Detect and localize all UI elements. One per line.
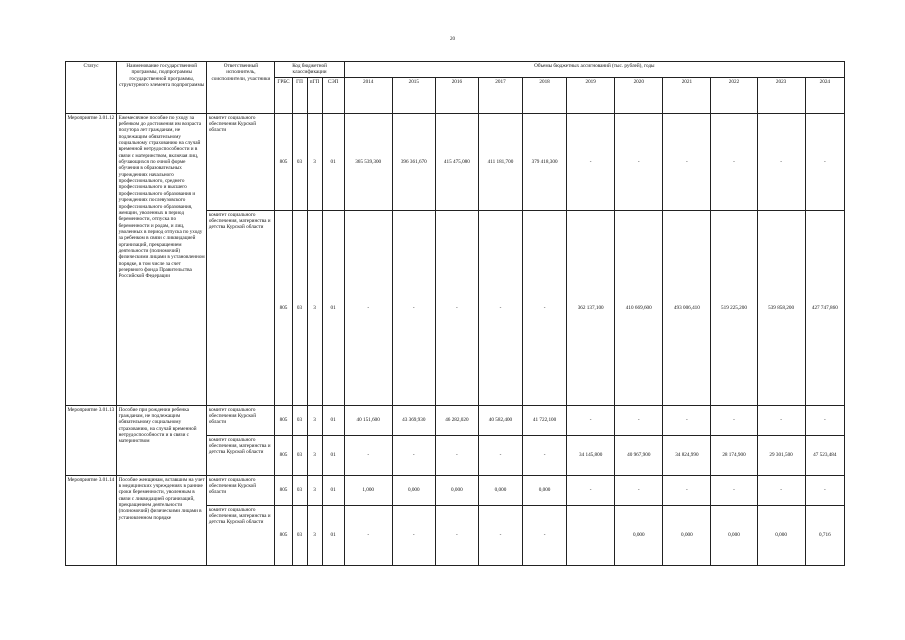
row-code: 3 — [307, 435, 322, 475]
row-value: - — [435, 210, 478, 405]
row-value: 40 582,400 — [478, 405, 522, 435]
row-code: 03 — [292, 435, 307, 475]
row-value: 46 282,020 — [435, 405, 478, 435]
row-code: 03 — [292, 475, 307, 505]
row-value: 43 369,930 — [392, 405, 435, 435]
header-year: 2017 — [478, 77, 522, 113]
row-value: - — [435, 505, 478, 565]
row-value: 0,000 — [435, 475, 478, 505]
row-value: - — [663, 405, 711, 435]
row-value: - — [615, 475, 663, 505]
row-value: 410 669,600 — [615, 210, 663, 405]
row-code: 01 — [322, 475, 344, 505]
row-code: 03 — [292, 505, 307, 565]
row-code: 01 — [322, 435, 344, 475]
header-year: 2024 — [805, 77, 844, 113]
row-value: - — [435, 435, 478, 475]
page-number: 20 — [450, 37, 455, 42]
row-value: - — [478, 435, 522, 475]
row-executor: комитет социального обеспечения Курской области — [207, 475, 275, 505]
table-row — [66, 113, 845, 210]
row-value: 34 145,800 — [567, 435, 615, 475]
row-name: Ежемесячное пособие по уходу за ребенком до достижения им возраста полутора лет гражданам, не подлежащим обязательному социальному страхованию на случай временной нетрудоспособности и в связи с материнством, включая лиц, обучающихся по очной форме обучения в образовательных учреждениях начального профессионального, среднего профессионального и высшего профессионального образования и учреждениях послевузовского профессионального образования, женщин, уволенных в период беременности, отпуска по беременности и родам, и лиц, уволенных в период отпуска по уходу за ребенком в связи с ликвидацией организаций, прекращением деятельности (полномочий) физическими лицами в установленном порядке, в том числе за счет резервного фонда Правительства Российской Федерации — [117, 113, 207, 405]
row-value: - — [523, 210, 567, 405]
header-year: 2018 — [523, 77, 567, 113]
row-code: 03 — [292, 405, 307, 435]
row-code: 01 — [322, 210, 344, 405]
row-executor: комитет социального обеспечения Курской области — [207, 113, 275, 210]
row-value: 415 475,080 — [435, 113, 478, 210]
row-value: - — [567, 113, 615, 210]
row-value: 28 174,900 — [711, 435, 757, 475]
header-row-1 — [66, 62, 845, 78]
row-value: - — [523, 505, 567, 565]
row-code: 3 — [307, 475, 322, 505]
row-value: - — [805, 475, 844, 505]
row-code: 3 — [307, 505, 322, 565]
row-value: 493 006,410 — [663, 210, 711, 405]
row-code: 01 — [322, 505, 344, 565]
header-name: Наименование государственной программы, подпрограммы государственной программы, структурного элемента подпрограммы — [117, 62, 207, 114]
row-code: 3 — [307, 113, 322, 210]
row-status: Мероприятие 3.01.14 — [66, 475, 117, 565]
header-year: 2014 — [344, 77, 392, 113]
row-code: 805 — [275, 435, 292, 475]
header-code-sep: СЭП — [322, 77, 344, 113]
row-value: 0,716 — [805, 505, 844, 565]
row-value: - — [392, 435, 435, 475]
row-code: 805 — [275, 405, 292, 435]
row-code: 3 — [307, 405, 322, 435]
row-value: 41 722,100 — [523, 405, 567, 435]
row-value: 0,000 — [392, 475, 435, 505]
row-executor: комитет социального обеспечения, материнства и детства Курской области — [207, 505, 275, 565]
header-code-group: Код бюджетной классификации — [275, 62, 344, 78]
row-value: - — [344, 505, 392, 565]
row-executor: комитет социального обеспечения, материнства и детства Курской области — [207, 210, 275, 405]
row-value: 362 137,100 — [567, 210, 615, 405]
header-executor: Ответственный исполнитель, соисполнители, участники — [207, 62, 275, 114]
row-name: Пособие при рождении ребенка гражданам, не подлежащим обязательному социальному страхованию, на случай временной нетрудоспособности и в связи с материнством — [117, 405, 207, 475]
row-value: - — [663, 475, 711, 505]
row-code: 805 — [275, 113, 292, 210]
row-value: - — [392, 210, 435, 405]
header-code-grbs: ГРБС — [275, 77, 292, 113]
row-value: - — [711, 475, 757, 505]
row-value: - — [344, 435, 392, 475]
row-value: - — [615, 113, 663, 210]
row-value: 0,000 — [663, 505, 711, 565]
row-value: - — [567, 405, 615, 435]
row-value: 519 225,200 — [711, 210, 757, 405]
row-value: 47 523,484 — [805, 435, 844, 475]
row-value: - — [344, 210, 392, 405]
row-status: Мероприятие 3.01.12 — [66, 113, 117, 405]
row-value: 1,000 — [344, 475, 392, 505]
header-code-gp: ГП — [292, 77, 307, 113]
header-year: 2021 — [663, 77, 711, 113]
row-code: 01 — [322, 405, 344, 435]
row-value: - — [805, 113, 844, 210]
row-value: - — [567, 475, 615, 505]
row-value: - — [478, 210, 522, 405]
row-executor: комитет социального обеспечения, материнства и детства Курской области — [207, 435, 275, 475]
row-value: 539 858,200 — [757, 210, 805, 405]
row-value: 0,000 — [757, 505, 805, 565]
row-value: - — [615, 405, 663, 435]
row-value: - — [478, 505, 522, 565]
row-value: 34 824,990 — [663, 435, 711, 475]
row-value: - — [663, 113, 711, 210]
row-value: 365 539,300 — [344, 113, 392, 210]
row-value: 29 301,500 — [757, 435, 805, 475]
header-volume-title: Объемы бюджетных ассигнований (тыс. рублей), годы — [344, 62, 844, 78]
row-code: 805 — [275, 210, 292, 405]
row-value: - — [805, 405, 844, 435]
header-year: 2015 — [392, 77, 435, 113]
row-name: Пособие женщинам, вставшим на учет в медицинских учреждениях в ранние сроки беременности, уволенным в связи с ликвидацией организаций, прекращением деятельности (полномочий) физическими лицами в установленном порядке — [117, 475, 207, 565]
row-value — [567, 505, 615, 565]
row-value: 40 151,600 — [344, 405, 392, 435]
header-year: 2022 — [711, 77, 757, 113]
budget-table — [65, 61, 845, 566]
row-value: 396 361,670 — [392, 113, 435, 210]
row-value: 0,000 — [615, 505, 663, 565]
table-row — [66, 405, 845, 435]
row-value: 427 747,860 — [805, 210, 844, 405]
row-code: 805 — [275, 505, 292, 565]
header-year: 2020 — [615, 77, 663, 113]
row-value: - — [711, 113, 757, 210]
row-code: 3 — [307, 210, 322, 405]
row-value: 411 181,700 — [478, 113, 522, 210]
header-status: Статус — [66, 62, 117, 114]
row-value: 40 967,900 — [615, 435, 663, 475]
row-value: 0,000 — [711, 505, 757, 565]
header-year: 2023 — [757, 77, 805, 113]
header-year: 2019 — [567, 77, 615, 113]
row-value: - — [711, 405, 757, 435]
row-code: 03 — [292, 210, 307, 405]
row-code: 01 — [322, 113, 344, 210]
header-code-pgp: пГП — [307, 77, 322, 113]
row-value: 0,000 — [523, 475, 567, 505]
row-value: - — [757, 405, 805, 435]
row-value: - — [757, 113, 805, 210]
header-year: 2016 — [435, 77, 478, 113]
row-status: Мероприятие 3.01.13 — [66, 405, 117, 475]
row-code: 03 — [292, 113, 307, 210]
row-value: - — [523, 435, 567, 475]
row-value: - — [392, 505, 435, 565]
row-value: 379 418,300 — [523, 113, 567, 210]
row-value: - — [757, 475, 805, 505]
row-value: 0,000 — [478, 475, 522, 505]
table-row — [66, 475, 845, 505]
row-executor: комитет социального обеспечения Курской области — [207, 405, 275, 435]
row-code: 805 — [275, 475, 292, 505]
